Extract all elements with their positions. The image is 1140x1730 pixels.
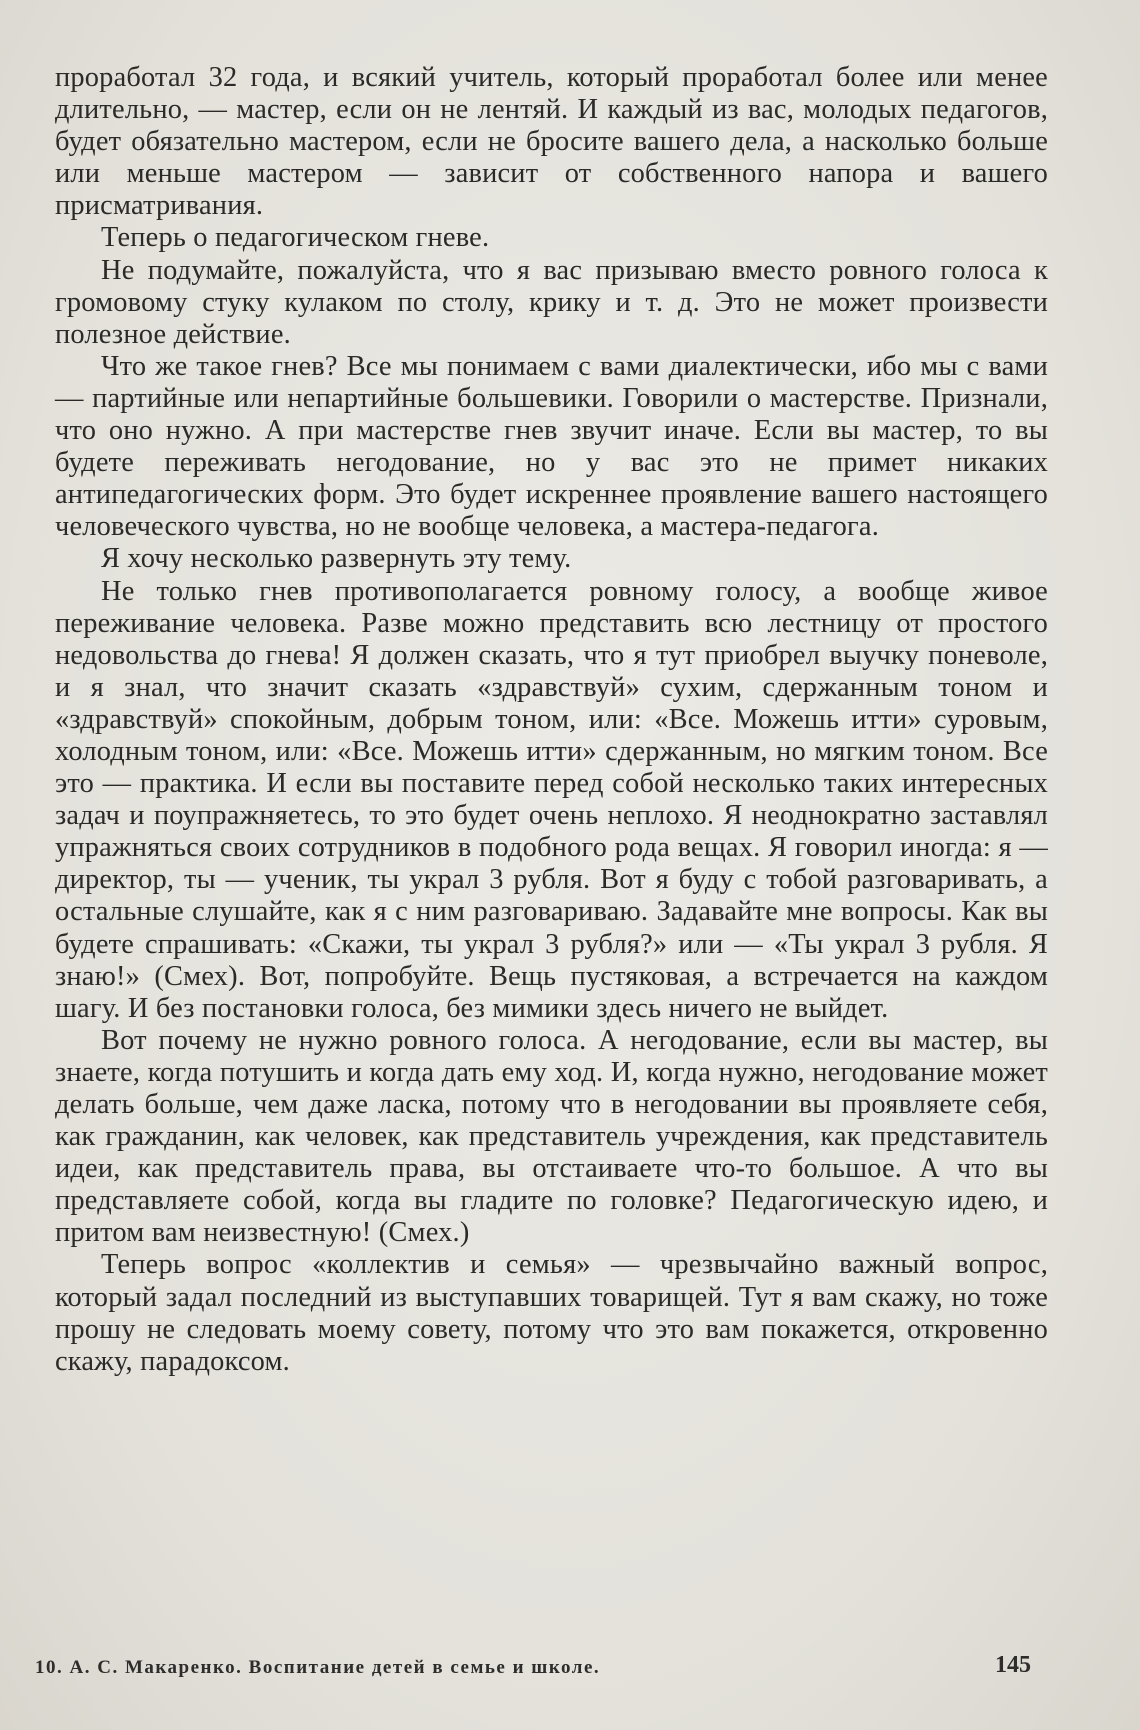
paragraph-5: Я хочу несколько развернуть эту тему.	[101, 543, 572, 575]
footer-signature: 10. А. С. Макаренко. Воспитание детей в семье и школе.	[35, 1657, 601, 1678]
page-number: 145	[995, 1652, 1031, 1678]
paragraph-4: Что же такое гнев? Все мы понимаем с вами диалектически, ибо мы с вами — партийные или непартийные большевики. Говорили о мастерстве. Признали, что оно нужно. А при мастерстве гнев звучит иначе. Если вы мастер, то вы будете переживать негодование, но у вас это не примет никаких антипедагогических форм. Это будет искреннее проявление вашего настоящего человеческого чувства, но не вообще человека, а мастера-педагога.	[55, 350, 1048, 543]
paragraph-1: проработал 32 года, и всякий учитель, который проработал более или менее длительно, — мастер, если он не лентяй. И каждый из вас, молодых педагогов, будет обязательно мастером, если не бросите вашего дела, а насколько больше или меньше мастером — зависит от собственного напора и вашего присматривания.	[55, 62, 1048, 222]
paragraph-8: Теперь вопрос «коллектив и семья» — чрезвычайно важный вопрос, который задал последний из выступавших товарищей. Тут я вам скажу, но тоже прошу не следовать моему совету, потому что это вам покажется, откровенно скажу, парадоксом.	[55, 1249, 1048, 1377]
paragraph-6: Не только гнев противополагается ровному голосу, а вообще живое переживание человека. Разве можно представить всю лестницу от простого недовольства до гнева! Я должен сказать, что я тут приобрел выучку поневоле, и я знал, что значит сказать «здравствуй» сухим, сдержанным тоном и «здравствуй» спокойным, добрым тоном, или: «Все. Можешь итти» суровым, холодным тоном, или: «Все. Можешь итти» сдержанным, но мягким тоном. Все это — практика. И если вы поставите перед собой несколько таких интересных задач и поупражняетесь, то это будет очень неплохо. Я неоднократно заставлял упражняться своих сотрудников в подобного рода вещах. Я говорил иногда: я — директор, ты — ученик, ты украл 3 рубля. Вот я буду с тобой разговаривать, а остальные слушайте, как я с ним разговариваю. Задавайте мне вопросы. Как вы будете спрашивать: «Скажи, ты украл 3 рубля?» или — «Ты украл 3 рубля. Я знаю!» (Смех). Вот, попробуйте. Вещь пустяковая, а встречается на каждом шагу. И без постановки голоса, без мимики здесь ничего не выйдет.	[55, 575, 1048, 1024]
paragraph-3: Не подумайте, пожалуйста, что я вас призываю вместо ровного голоса к громовому стуку кулаком по столу, крику и т. д. Это не может произвести полезное действие.	[55, 254, 1048, 350]
paragraph-2: Теперь о педагогическом гневе.	[101, 222, 490, 254]
paragraph-7: Вот почему не нужно ровного голоса. А негодование, если вы мастер, вы знаете, когда потушить и когда дать ему ход. И, когда нужно, негодование может делать больше, чем даже ласка, потому что в негодовании вы проявляете себя, как гражданин, как человек, как представитель учреждения, как представитель идеи, как представитель права, вы отстаиваете что-то большое. А что вы представляете собой, когда вы гладите по головке? Педагогическую идею, и притом вам неизвестную! (Смех.)	[55, 1024, 1048, 1249]
main-text	[55, 62, 1048, 1378]
